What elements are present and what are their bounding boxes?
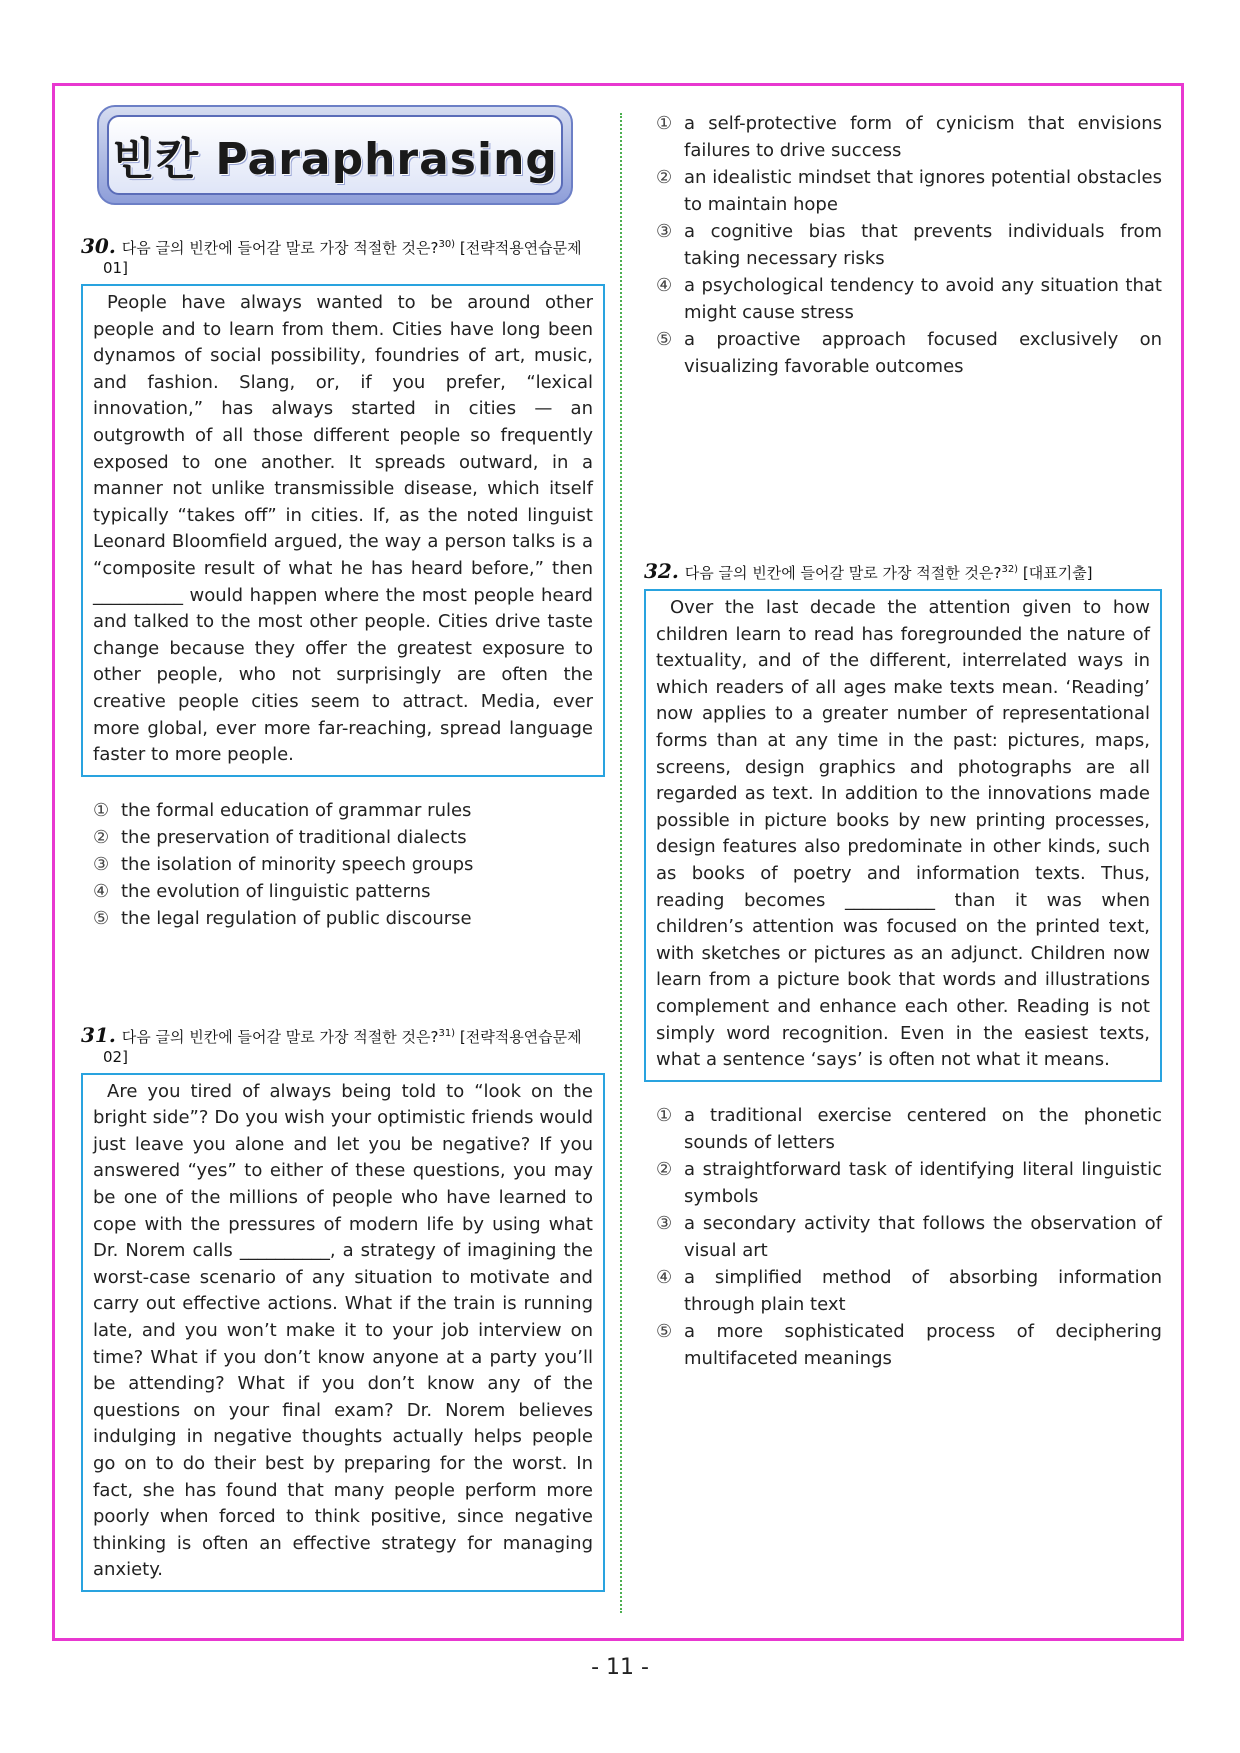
- choice-number: ③: [656, 221, 673, 242]
- choice-item[interactable]: [644, 110, 1162, 164]
- choice-text: a psychological tendency to avoid any situation that might cause stress: [684, 275, 1162, 323]
- question-number: 30.: [81, 234, 116, 258]
- question-31-choices: [644, 110, 1162, 380]
- choice-item[interactable]: [81, 878, 605, 905]
- choice-number: ⑤: [656, 1320, 673, 1342]
- right-column: [644, 105, 1162, 1372]
- choice-text: a self-protective form of cynicism that envisions failures to drive success: [684, 113, 1162, 161]
- question-number: 31.: [81, 1022, 116, 1047]
- passage-text: People have always wanted to be around other people and to learn from them. Cities have long been dynamos of social possibility, foundries of art, music, and fashion. Slang, or, if you prefer, “lexical innovation,” has always started in cities — an outgrowth of all those different people so frequently exposed to one another. It spreads outward, in a manner not unlike transmissible disease, which itself typically “takes off” in cities. If, as the noted linguist Leonard Bloomfield argued, the way a person talks is a “composite result of what he has heard before,” then __________ would happen where the most people heard and talked to the most other people. Cities drive taste change because they offer the greatest exposure to other people, who not surprisingly are often the creative people cities seem to attract. Media, ever more global, ever more far-reaching, spread language faster to more people.: [93, 292, 593, 766]
- choice-number: ⑤: [656, 329, 673, 350]
- choice-item[interactable]: [644, 218, 1162, 272]
- choice-number: ②: [93, 826, 110, 848]
- choice-number: ②: [656, 1158, 673, 1180]
- choice-number: ④: [93, 880, 110, 902]
- footnote-mark: 31): [438, 1027, 456, 1039]
- choice-number: ④: [656, 1266, 673, 1288]
- choice-number: ①: [656, 1104, 673, 1126]
- question-prompt: 다음 글의 빈칸에 들어갈 말로 가장 적절한 것은?: [684, 564, 1002, 582]
- column-divider: [620, 113, 622, 1613]
- choice-text: a cognitive bias that prevents individuals from taking necessary risks: [684, 221, 1162, 269]
- question-source: [전략적용연습문제01]: [103, 239, 582, 277]
- choice-number: ③: [93, 853, 110, 875]
- choice-item[interactable]: [644, 1210, 1162, 1264]
- question-32-choices: [644, 1102, 1162, 1372]
- choice-number: ③: [656, 1212, 673, 1234]
- choice-number: ①: [93, 799, 110, 821]
- choice-number: ①: [656, 113, 673, 134]
- choice-item[interactable]: [81, 851, 605, 878]
- passage-text: Are you tired of always being told to “look on the bright side”? Do you wish your optimistic friends would just leave you alone and let you be negative? If you answered “yes” to either of these questions, you may be one of the millions of people who have learned to cope with the pressures of modern life by using what Dr. Norem calls __________, a strategy of imagining the worst-case scenario of any situation to motivate and carry out effective actions. What if the train is running late, and you won’t make it to your job interview on time? What if you don’t know anyone at a party you’ll be attending? What if you don’t know any of the questions on your final exam? Dr. Norem believes indulging in negative thoughts actually helps people go on to do their best by preparing for the worst. In fact, she has found that many people perform more poorly when forced to think positive, since negative thinking is often an effective strategy for managing anxiety.: [93, 1080, 593, 1581]
- choice-item[interactable]: [644, 272, 1162, 326]
- question-source: [전략적용연습문제02]: [103, 1027, 582, 1066]
- page-number: - 11 -: [591, 1655, 649, 1680]
- choice-number: ⑤: [93, 907, 110, 929]
- choice-item[interactable]: [644, 1318, 1162, 1372]
- page-title: 빈칸 Paraphrasing: [107, 115, 563, 195]
- question-number: 32.: [644, 559, 679, 583]
- choice-number: ②: [656, 167, 673, 188]
- choice-item[interactable]: [644, 164, 1162, 218]
- footnote-mark: 30): [438, 239, 456, 250]
- passage-text: Over the last decade the attention given to how children learn to read has foregrounded the nature of textuality, and of the different, interrelated ways in which readers of all ages make texts mean. ‘Reading’ now applies to a greater number of representational forms than at any time in the past: pictures, maps, screens, design graphics and photographs are all regarded as text. In addition to the innovations made possible in picture books by new printing processes, design features also predominate in other kinds, such as books of poetry and information texts. Thus, reading becomes __________ than it was when children’s attention was focused on the printed text, with sketches or pictures as an adjunct. Children now learn from a picture book that words and illustrations complement and enhance each other. Reading is not simply word recognition. Even in the easiest texts, what a sentence ‘says’ is often not what it means.: [656, 597, 1150, 1071]
- choice-item[interactable]: [644, 1264, 1162, 1318]
- question-prompt: 다음 글의 빈칸에 들어갈 말로 가장 적절한 것은?: [121, 239, 439, 257]
- choice-text: a proactive approach focused exclusively on visualizing favorable outcomes: [684, 329, 1162, 377]
- choice-item[interactable]: [81, 905, 605, 932]
- question-source: [대표기출]: [1022, 564, 1093, 582]
- choice-text: a straightforward task of identifying literal linguistic symbols: [684, 1158, 1162, 1207]
- question-32-header: [644, 560, 1162, 583]
- question-30-choices: [81, 797, 605, 932]
- choice-text: the preservation of traditional dialects: [121, 826, 467, 848]
- footnote-mark: 32): [1001, 564, 1019, 575]
- choice-item[interactable]: [81, 797, 605, 824]
- choice-item[interactable]: [644, 1102, 1162, 1156]
- question-31-header: [81, 1024, 605, 1067]
- choice-text: the legal regulation of public discourse: [121, 907, 472, 929]
- choice-text: the isolation of minority speech groups: [121, 853, 474, 875]
- choice-text: a traditional exercise centered on the phonetic sounds of letters: [684, 1104, 1162, 1153]
- choice-text: the evolution of linguistic patterns: [121, 880, 431, 902]
- question-30-passage: [81, 284, 605, 777]
- choice-text: an idealistic mindset that ignores potential obstacles to maintain hope: [684, 167, 1162, 215]
- choice-item[interactable]: [644, 1156, 1162, 1210]
- choice-text: a simplified method of absorbing information through plain text: [684, 1266, 1162, 1315]
- question-prompt: 다음 글의 빈칸에 들어갈 말로 가장 적절한 것은?: [121, 1027, 439, 1046]
- choice-text: the formal education of grammar rules: [121, 799, 472, 821]
- choice-item[interactable]: [644, 326, 1162, 380]
- choice-text: a secondary activity that follows the observation of visual art: [684, 1212, 1162, 1261]
- question-31-passage: [81, 1073, 605, 1592]
- question-30-header: [81, 235, 605, 278]
- choice-item[interactable]: [81, 824, 605, 851]
- choice-text: a more sophisticated process of deciphering multifaceted meanings: [684, 1320, 1162, 1369]
- question-32-passage: [644, 589, 1162, 1082]
- title-badge: [97, 105, 573, 205]
- choice-number: ④: [656, 275, 673, 296]
- left-column: [81, 105, 605, 1592]
